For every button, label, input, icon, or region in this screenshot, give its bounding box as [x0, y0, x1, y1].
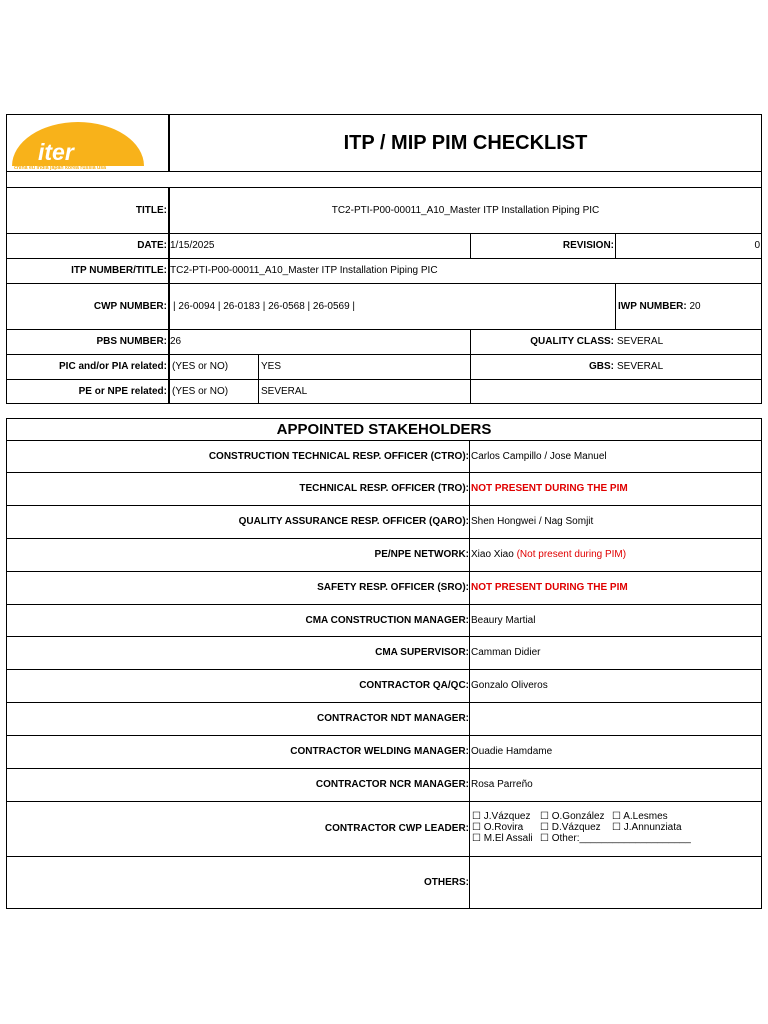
stakeholder-value-cell — [470, 538, 761, 571]
checklist-header-table — [6, 114, 762, 404]
title-label: TITLE: — [135, 204, 167, 216]
cwp-label: CWP NUMBER: — [93, 300, 167, 312]
itp-label: ITP NUMBER/TITLE: — [71, 265, 167, 276]
cwp-leader-checkbox[interactable]: ☐ J.Vázquez — [472, 811, 531, 822]
cwp-leader-options — [472, 811, 691, 844]
pic-value: YES — [261, 361, 282, 372]
page-title: ITP / MIP PIM CHECKLIST — [343, 131, 588, 154]
revision-label: REVISION: — [562, 240, 614, 251]
cwp-leader-checkbox[interactable]: ☐ Other:____________________ — [540, 833, 691, 844]
pe-value: SEVERAL — [261, 385, 308, 397]
stakeholder-label: CMA SUPERVISOR: — [375, 647, 469, 658]
iwp-field — [617, 283, 761, 329]
logo-text: iter — [38, 139, 74, 165]
stakeholder-label: CONTRACTOR NCR MANAGER: — [315, 779, 469, 790]
stakeholder-value: Rosa Parreño — [471, 779, 533, 790]
stakeholder-label: QUALITY ASSURANCE RESP. OFFICER (QARO): — [238, 516, 469, 527]
stakeholder-label: CONTRACTOR QA/QC: — [359, 680, 469, 691]
date-value: 1/15/2025 — [170, 240, 215, 251]
pic-hint: (YES or NO) — [172, 361, 229, 372]
iwp-value: 20 — [689, 300, 701, 312]
revision-value: 0 — [754, 240, 760, 251]
stakeholder-value: Ouadie Hamdame — [471, 746, 553, 757]
stakeholder-value: Xiao Xiao — [471, 549, 514, 560]
stakeholder-value — [470, 702, 761, 735]
pic-label: PIC and/or PIA related: — [59, 361, 167, 372]
cwp-leader-row — [472, 811, 691, 822]
stakeholder-label: CONTRACTOR CWP LEADER: — [324, 823, 469, 834]
stakeholder-label: CONSTRUCTION TECHNICAL RESP. OFFICER (CTRO): — [208, 450, 469, 462]
pe-hint: (YES or NO) — [172, 385, 229, 397]
quality-class-label: QUALITY CLASS: — [530, 336, 614, 347]
stakeholder-label: OTHERS: — [424, 876, 469, 888]
cwp-value: | 26-0094 | 26-0183 | 26-0568 | 26-0569 | — [173, 300, 356, 312]
pbs-label: PBS NUMBER: — [96, 336, 167, 347]
stakeholder-value: NOT PRESENT DURING THE PIM — [471, 483, 628, 494]
stakeholder-value: Shen Hongwei / Nag Somjit — [471, 516, 594, 527]
stakeholder-value: Carlos Campillo / Jose Manuel — [471, 450, 607, 462]
stakeholder-value: Camman Didier — [471, 647, 541, 658]
stakeholder-value — [470, 856, 761, 908]
stakeholders-title: APPOINTED STAKEHOLDERS — [276, 421, 492, 438]
cwp-leader-row — [472, 833, 691, 844]
cwp-leader-checkbox[interactable]: ☐ O.Rovira — [472, 822, 524, 833]
cwp-leader-row — [472, 822, 691, 833]
quality-class-value: SEVERAL — [617, 336, 664, 347]
stakeholder-note: (Not present during PIM) — [516, 549, 627, 560]
stakeholder-value: Beaury Martial — [471, 614, 536, 626]
stakeholder-value: Gonzalo Oliveros — [471, 680, 548, 691]
gbs-label: GBS: — [589, 361, 614, 372]
cwp-leader-checkbox[interactable]: ☐ D.Vázquez — [540, 822, 601, 833]
stakeholder-label: TECHNICAL RESP. OFFICER (TRO): — [299, 483, 469, 494]
title-value: TC2-PTI-P00-00011_A10_Master ITP Installation Piping PIC — [331, 204, 600, 216]
stakeholder-label: CMA CONSTRUCTION MANAGER: — [305, 614, 469, 626]
iter-logo — [10, 118, 166, 170]
stakeholder-label: CONTRACTOR WELDING MANAGER: — [290, 746, 469, 757]
cwp-leader-checkbox[interactable]: ☐ M.El Assali — [472, 833, 533, 844]
stakeholder-value: NOT PRESENT DURING THE PIM — [471, 582, 628, 593]
stakeholder-label: PE/NPE NETWORK: — [374, 549, 469, 560]
cwp-leader-checkbox[interactable]: ☐ J.Annunziata — [612, 822, 682, 833]
stakeholders-table — [6, 418, 762, 909]
date-label: DATE: — [137, 240, 167, 251]
iwp-label: IWP NUMBER: — [618, 300, 687, 312]
itp-value: TC2-PTI-P00-00011_A10_Master ITP Installation Piping PIC — [170, 265, 438, 276]
logo-tagline: china eu india japan korea russia usa — [14, 165, 106, 170]
cwp-leader-checkbox[interactable]: ☐ A.Lesmes — [612, 811, 668, 822]
stakeholder-label: CONTRACTOR NDT MANAGER: — [316, 713, 469, 724]
gbs-value: SEVERAL — [617, 361, 664, 372]
stakeholder-label: SAFETY RESP. OFFICER (SRO): — [317, 582, 469, 593]
pbs-value: 26 — [170, 336, 182, 347]
cwp-leader-checkbox[interactable]: ☐ O.González — [540, 811, 605, 822]
pe-label: PE or NPE related: — [78, 385, 167, 397]
